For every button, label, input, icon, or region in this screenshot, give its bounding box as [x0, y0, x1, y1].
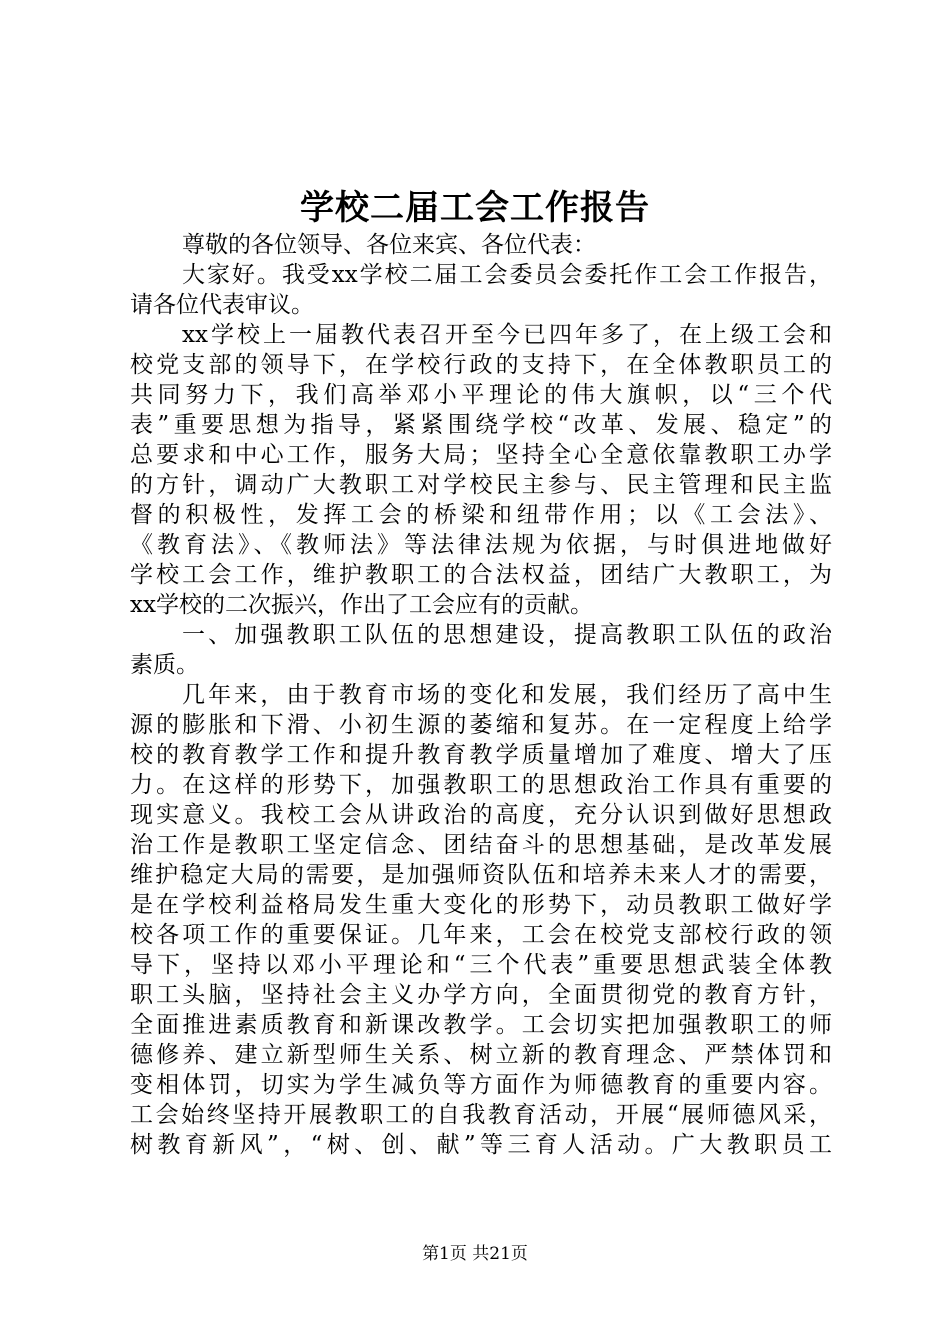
text-line: 校各项工作的重要保证。几年来，工会在校党支部校行政的领	[130, 922, 832, 948]
text-line: 治工作是教职工坚定信念、团结奋斗的思想基础，是改革发展	[130, 832, 832, 858]
text-line: 变相体罚，切实为学生减负等方面作为师德教育的重要内容。	[130, 1072, 832, 1098]
text-line: 职工头脑，坚持社会主义办学方向，全面贯彻党的教育方针，	[130, 982, 832, 1008]
text-line: 几年来，由于教育市场的变化和发展，我们经历了高中生	[182, 682, 832, 708]
document-body	[130, 230, 832, 1160]
text-line: 校的教育教学工作和提升教育教学质量增加了难度、增大了压	[130, 742, 832, 768]
text-line: 力。在这样的形势下，加强教职工的思想政治工作具有重要的	[130, 772, 832, 798]
page-footer: 第1页 共21页	[422, 1244, 528, 1264]
text-line: 全面推进素质教育和新课改教学。工会切实把加强教职工的师	[130, 1012, 832, 1038]
text-line: 共同努力下，我们高举邓小平理论的伟大旗帜，以“三个代	[130, 382, 832, 408]
document-title: 学校二届工会工作报告	[300, 188, 650, 228]
text-line: 大家好。我受xx学校二届工会委员会委托作工会工作报告，	[182, 262, 832, 288]
text-line: 《教育法》、《教师法》等法律法规为依据，与时俱进地做好	[130, 532, 832, 558]
text-line: 表”重要思想为指导，紧紧围绕学校“改革、发展、稳定”的	[130, 412, 832, 438]
text-line: 尊敬的各位领导、各位来宾、各位代表：	[182, 232, 596, 258]
text-line: 素质。	[130, 652, 199, 678]
text-line: 校党支部的领导下，在学校行政的支持下，在全体教职员工的	[130, 352, 832, 378]
text-line: 导下，坚持以邓小平理论和“三个代表”重要思想武装全体教	[130, 952, 832, 978]
text-line: 一、加强教职工队伍的思想建设，提高教职工队伍的政治	[182, 622, 832, 648]
text-line: 督的积极性，发挥工会的桥梁和纽带作用；以《工会法》、	[130, 502, 832, 528]
text-line: 维护稳定大局的需要，是加强师资队伍和培养未来人才的需要，	[130, 862, 832, 888]
text-line: 现实意义。我校工会从讲政治的高度，充分认识到做好思想政	[130, 802, 832, 828]
text-line: xx学校上一届教代表召开至今已四年多了，在上级工会和	[182, 322, 832, 348]
text-line: xx学校的二次振兴，作出了工会应有的贡献。	[130, 592, 593, 618]
text-line: 德修养、建立新型师生关系、树立新的教育理念、严禁体罚和	[130, 1042, 832, 1068]
text-line: 学校工会工作，维护教职工的合法权益，团结广大教职工，为	[130, 562, 832, 588]
text-line: 源的膨胀和下滑、小初生源的萎缩和复苏。在一定程度上给学	[130, 712, 832, 738]
text-line: 请各位代表审议。	[130, 292, 314, 318]
text-line: 总要求和中心工作，服务大局；坚持全心全意依靠教职工办学	[130, 442, 832, 468]
text-line: 工会始终坚持开展教职工的自我教育活动，开展“展师德风采，	[130, 1102, 832, 1128]
text-line: 的方针，调动广大教职工对学校民主参与、民主管理和民主监	[130, 472, 832, 498]
text-line: 树教育新风”，“树、创、献”等三育人活动。广大教职员工	[130, 1132, 832, 1158]
text-line: 是在学校利益格局发生重大变化的形势下，动员教职工做好学	[130, 892, 832, 918]
